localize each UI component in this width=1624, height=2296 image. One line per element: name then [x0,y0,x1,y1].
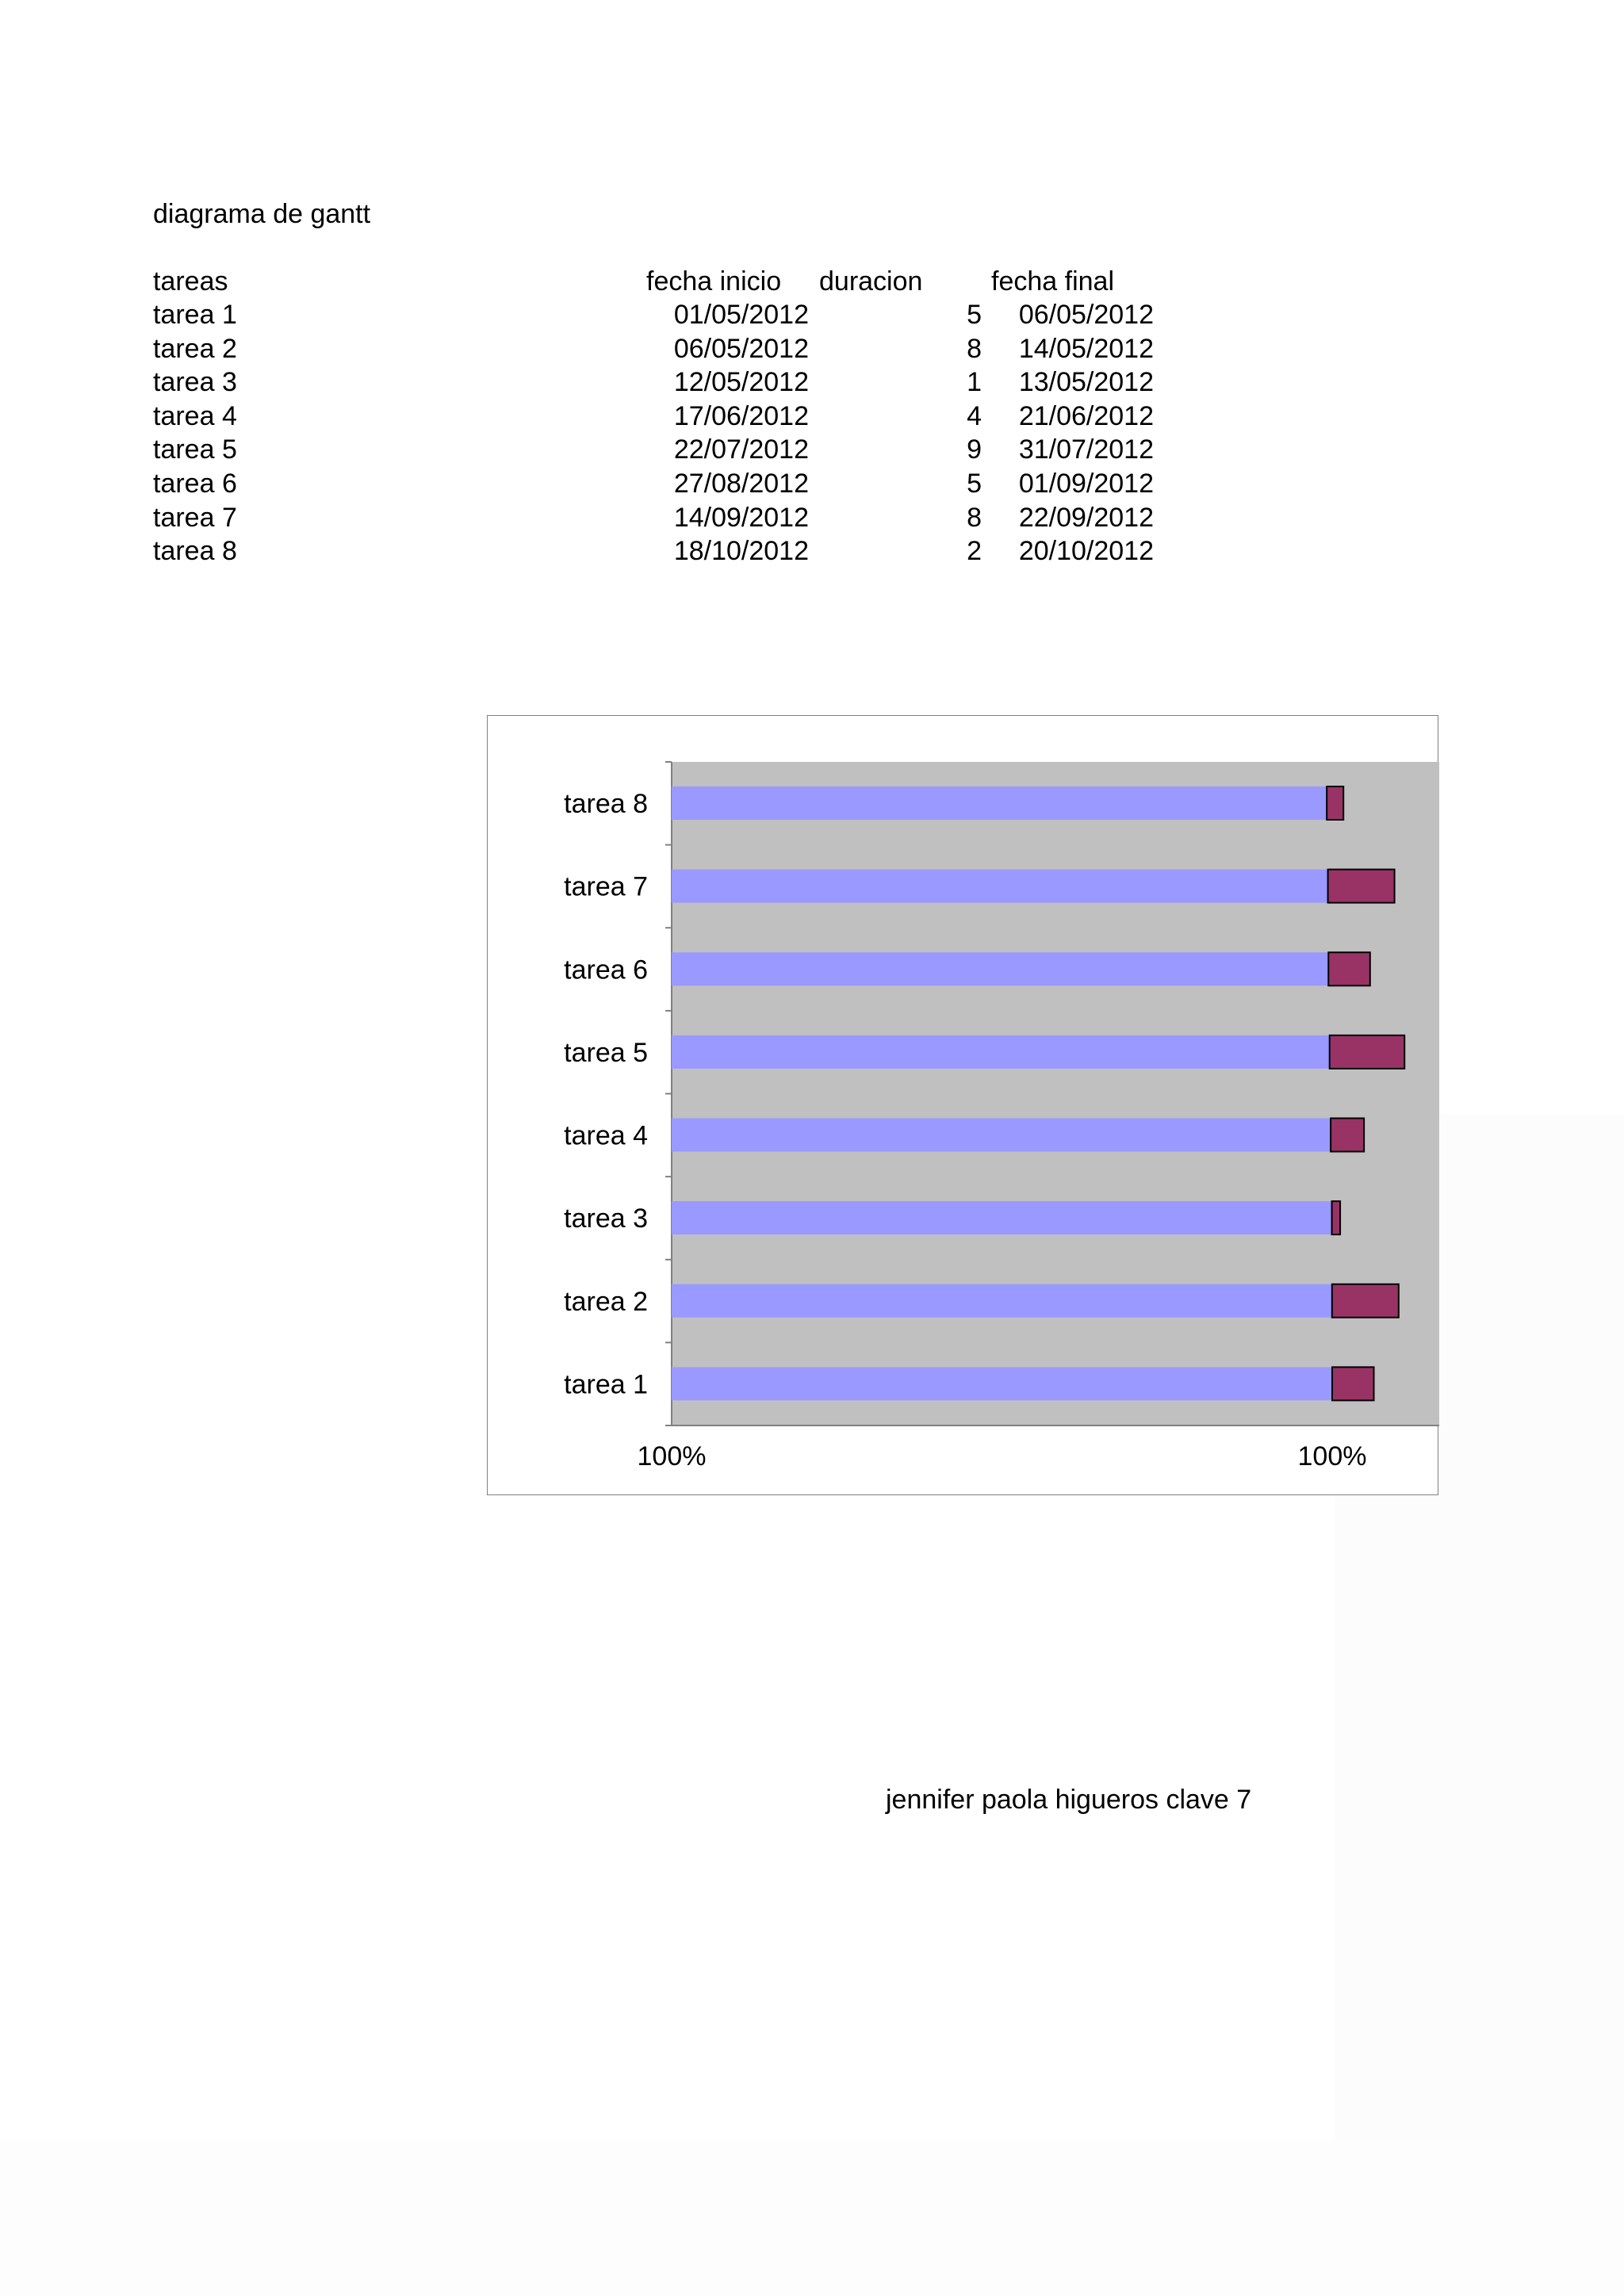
start-bar [672,1284,1332,1318]
duration-bar [1327,786,1343,820]
task-name-cell: tarea 4 [153,401,237,431]
start-bar [672,1119,1331,1152]
end-date-cell: 20/10/2012 [1018,536,1154,566]
x-tick-label: 100% [637,1441,707,1471]
duration-bar [1331,1119,1364,1152]
task-name-cell: tarea 1 [153,300,237,330]
task-name-cell: tarea 8 [153,536,237,566]
duration-cell: 4 [967,401,982,431]
start-bar [672,1367,1332,1400]
category-label: tarea 1 [564,1369,648,1400]
category-label: tarea 8 [564,789,648,819]
document-title: diagrama de gantt [153,199,371,229]
duration-bar [1332,1201,1341,1234]
duration-cell: 1 [967,367,982,397]
chart-frame [487,715,1438,1495]
end-date-cell: 06/05/2012 [1018,300,1154,330]
end-date-cell: 21/06/2012 [1018,401,1154,431]
task-name-cell: tarea 5 [153,434,237,465]
start-date-cell: 12/05/2012 [673,367,809,397]
task-name-cell: tarea 3 [153,367,237,397]
category-label: tarea 6 [564,955,648,985]
task-name-cell: tarea 2 [153,334,237,364]
start-bar [672,786,1327,820]
start-date-cell: 14/09/2012 [673,503,809,533]
task-name-cell: tarea 6 [153,469,237,499]
start-bar [672,1201,1332,1234]
plot-area [672,762,1439,1425]
header-fecha-inicio: fecha inicio [646,266,782,297]
duration-bar [1328,870,1395,903]
end-date-cell: 14/05/2012 [1018,334,1154,364]
header-tareas: tareas [153,266,228,297]
start-bar [672,870,1328,903]
category-label: tarea 4 [564,1120,648,1151]
end-date-cell: 01/09/2012 [1018,469,1154,499]
start-bar [672,1035,1330,1069]
end-date-cell: 13/05/2012 [1018,367,1154,397]
task-name-cell: tarea 7 [153,503,237,533]
end-date-cell: 31/07/2012 [1018,434,1154,465]
category-label: tarea 2 [564,1286,648,1317]
category-label: tarea 5 [564,1037,648,1068]
duration-cell: 9 [967,434,982,465]
start-date-cell: 17/06/2012 [673,401,809,431]
duration-cell: 2 [967,536,982,566]
header-fecha-final: fecha final [991,266,1114,297]
duration-cell: 8 [967,334,982,364]
duration-cell: 5 [967,469,982,499]
duration-cell: 8 [967,503,982,533]
start-bar [672,952,1328,985]
start-date-cell: 06/05/2012 [673,334,809,364]
category-label: tarea 7 [564,871,648,902]
start-date-cell: 22/07/2012 [673,434,809,465]
duration-bar [1332,1284,1399,1318]
start-date-cell: 27/08/2012 [673,469,809,499]
chart-svg [488,716,1439,1496]
duration-bar [1330,1035,1405,1069]
category-label: tarea 3 [564,1203,648,1234]
author-footer: jennifer paola higueros clave 7 [886,1785,1252,1815]
x-tick-label: 100% [1297,1441,1367,1471]
header-duracion: duracion [819,266,923,297]
duration-cell: 5 [967,300,982,330]
gantt-chart [487,715,1367,1497]
duration-bar [1328,952,1370,985]
start-date-cell: 01/05/2012 [673,300,809,330]
duration-bar [1332,1367,1374,1400]
end-date-cell: 22/09/2012 [1018,503,1154,533]
start-date-cell: 18/10/2012 [673,536,809,566]
page-shade-bottom [0,2141,1624,2296]
